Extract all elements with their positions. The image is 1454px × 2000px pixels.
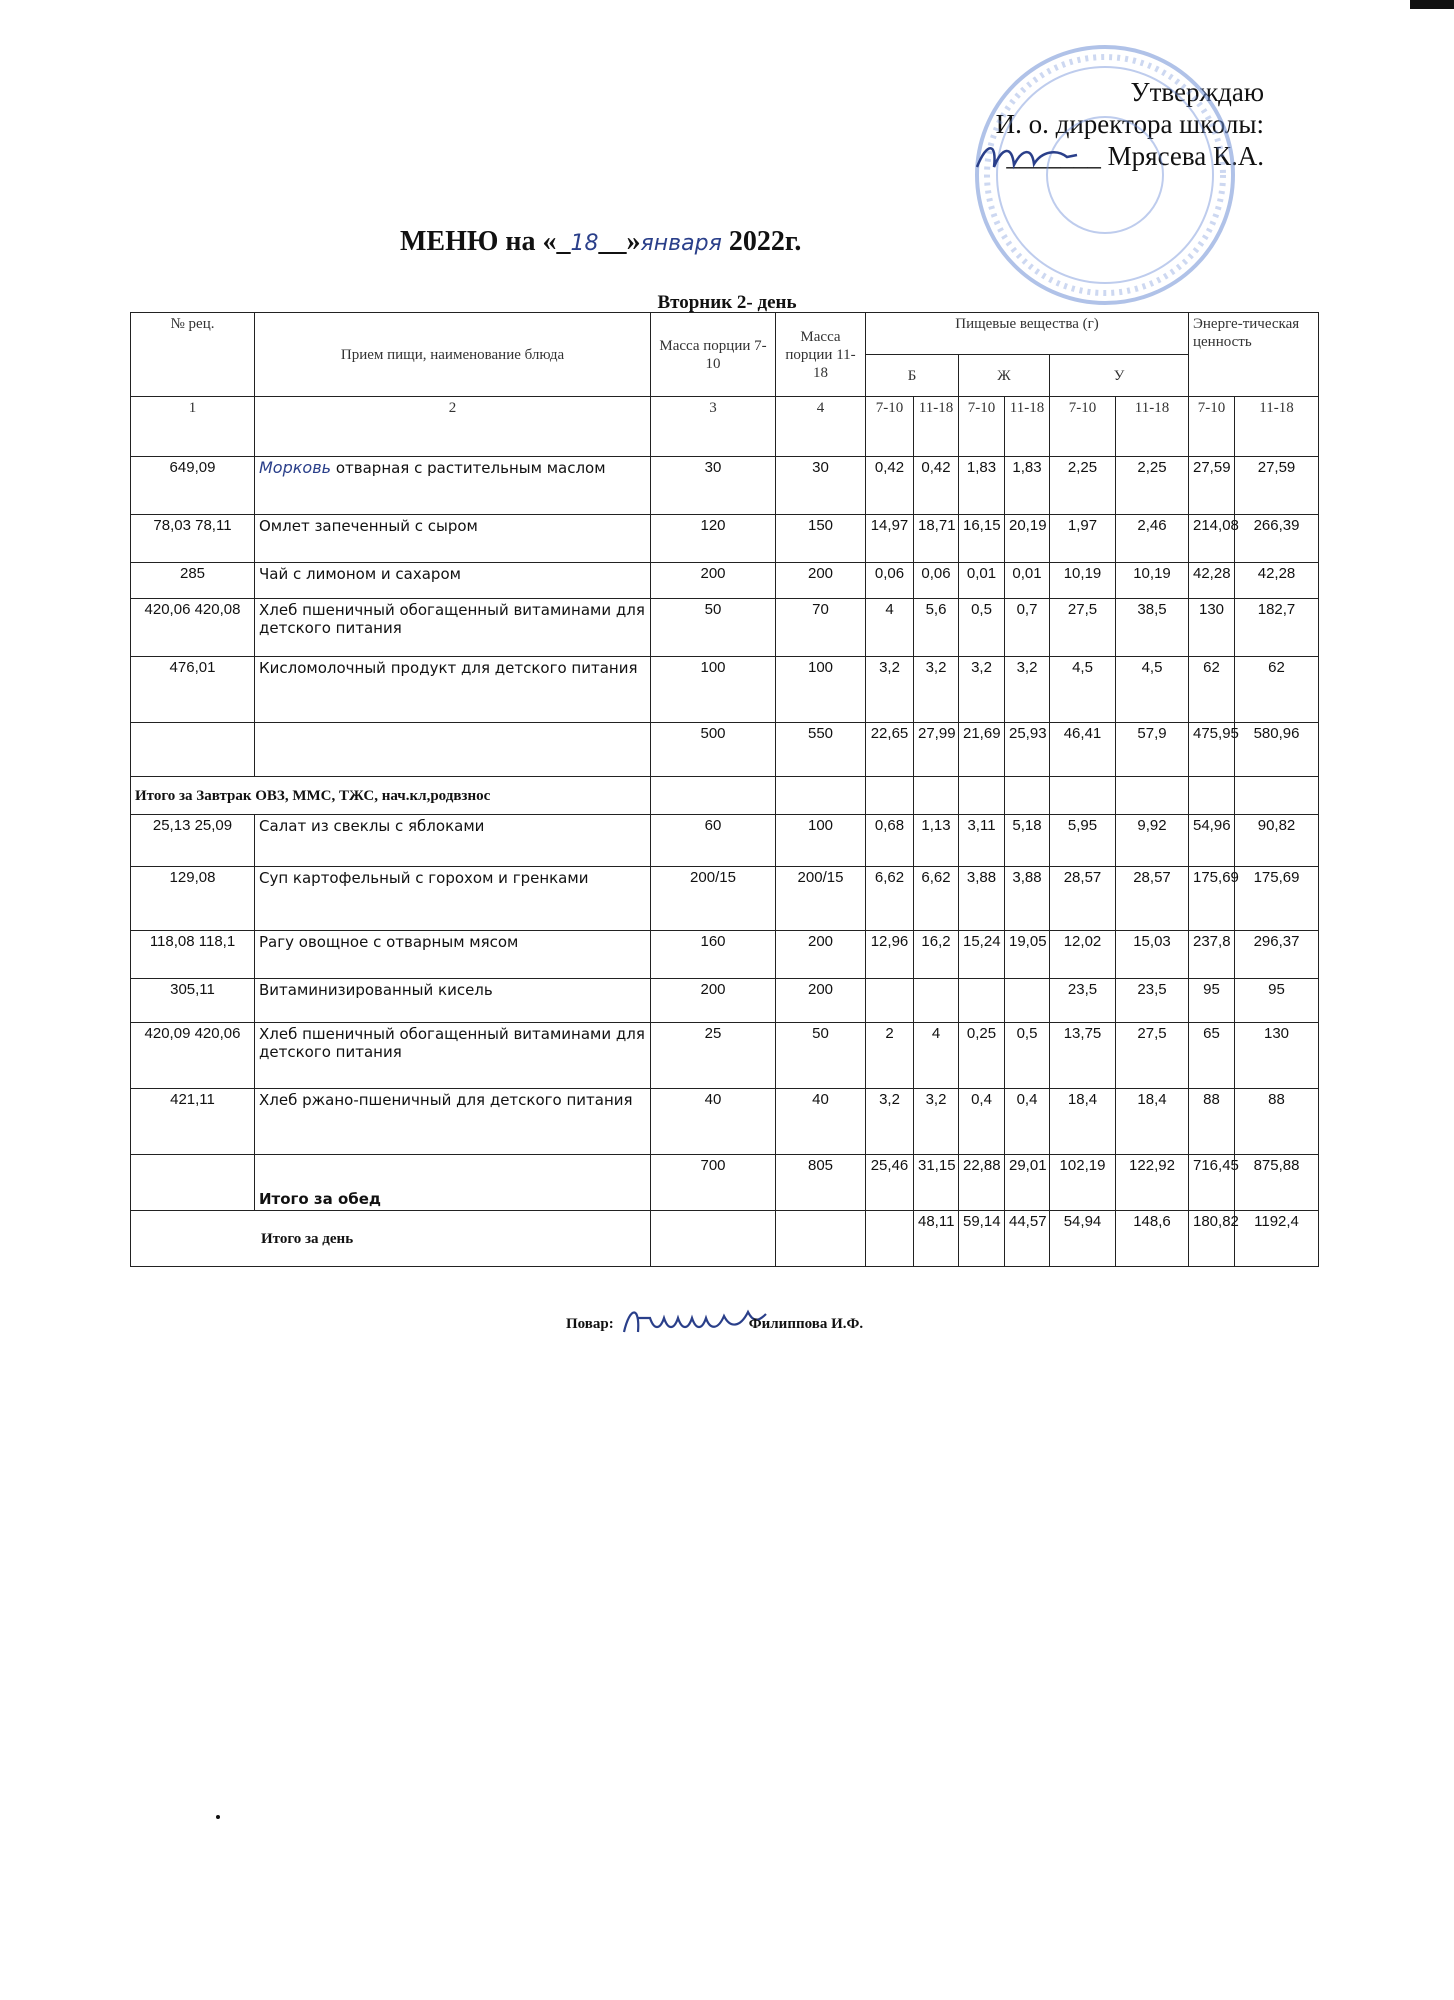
mass-7-10: 100 (651, 657, 776, 723)
u-7-10: 1,97 (1050, 515, 1116, 563)
b-11-18 (914, 979, 959, 1023)
cook-label: Повар: (566, 1316, 614, 1332)
b-7-10: 14,97 (866, 515, 914, 563)
u-7-10: 5,95 (1050, 815, 1116, 867)
mass-7-10: 40 (651, 1089, 776, 1155)
energy-7-10: 95 (1189, 979, 1235, 1023)
recipe-code: 305,11 (131, 979, 255, 1023)
total-u-7-10: 46,41 (1050, 723, 1116, 777)
energy-7-10: 130 (1189, 599, 1235, 657)
energy-11-18: 62 (1235, 657, 1319, 723)
recipe-code: 476,01 (131, 657, 255, 723)
lunch-mass-7-10: 700 (651, 1155, 776, 1211)
zh-11-18: 0,7 (1005, 599, 1050, 657)
empty-cell (959, 777, 1005, 815)
u-7-10: 12,02 (1050, 931, 1116, 979)
u-7-10: 18,4 (1050, 1089, 1116, 1155)
b-11-18: 0,42 (914, 457, 959, 515)
b-11-18: 0,06 (914, 563, 959, 599)
scan-edge-mark (1410, 0, 1454, 9)
energy-11-18: 27,59 (1235, 457, 1319, 515)
mass-11-18: 200 (776, 979, 866, 1023)
approval-line-1: Утверждаю (1130, 77, 1264, 107)
header-nutrients: Пищевые вещества (г) (866, 313, 1189, 355)
menu-subtitle: Вторник 2- день (657, 292, 797, 313)
b-7-10: 0,68 (866, 815, 914, 867)
menu-title (400, 226, 801, 258)
mass-11-18: 100 (776, 815, 866, 867)
title-prefix: МЕНЮ на «_ (400, 226, 571, 257)
zh-11-18: 1,83 (1005, 457, 1050, 515)
energy-7-10: 54,96 (1189, 815, 1235, 867)
cook-name: Филиппова И.Ф. (748, 1316, 864, 1332)
table-row (131, 931, 1319, 979)
header-row-1 (131, 313, 1319, 355)
title-suffix: 2022г. (721, 226, 802, 257)
col-number-3: 3 (651, 397, 776, 457)
energy-11-18: 175,69 (1235, 867, 1319, 931)
dish-name: Салат из свеклы с яблоками (255, 815, 651, 867)
mass-7-10: 200 (651, 563, 776, 599)
recipe-code: 129,08 (131, 867, 255, 931)
lunch-u-7-10: 102,19 (1050, 1155, 1116, 1211)
mass-7-10: 30 (651, 457, 776, 515)
mass-11-18: 200 (776, 563, 866, 599)
b-11-18: 16,2 (914, 931, 959, 979)
mass-11-18: 70 (776, 599, 866, 657)
total-mass-11-18: 550 (776, 723, 866, 777)
b-11-18: 18,71 (914, 515, 959, 563)
scan-dot (216, 1815, 220, 1819)
u-11-18: 18,4 (1116, 1089, 1189, 1155)
energy-7-10: 27,59 (1189, 457, 1235, 515)
recipe-code: 285 (131, 563, 255, 599)
table-row (131, 979, 1319, 1023)
u-11-18: 4,5 (1116, 657, 1189, 723)
recipe-code: 420,06 420,08 (131, 599, 255, 657)
col-number-1: 1 (131, 397, 255, 457)
u-11-18: 2,46 (1116, 515, 1189, 563)
energy-11-18: 296,37 (1235, 931, 1319, 979)
table-row (131, 657, 1319, 723)
mass-11-18: 200/15 (776, 867, 866, 931)
mass-7-10: 200 (651, 979, 776, 1023)
u-11-18: 23,5 (1116, 979, 1189, 1023)
header-energy: Энерге-тическая ценность (1189, 313, 1319, 397)
b-7-10 (866, 979, 914, 1023)
u-7-10: 10,19 (1050, 563, 1116, 599)
lunch-energy-11-18: 875,88 (1235, 1155, 1319, 1211)
table-row (131, 599, 1319, 657)
total-zh-7-10: 21,69 (959, 723, 1005, 777)
age-b-11-18: 11-18 (914, 397, 959, 457)
mass-7-10: 160 (651, 931, 776, 979)
table-row (131, 1089, 1319, 1155)
table-row (131, 815, 1319, 867)
dish-name: Чай с лимоном и сахаром (255, 563, 651, 599)
dish-text: отварная с растительным маслом (335, 459, 606, 477)
age-zh-7-10: 7-10 (959, 397, 1005, 457)
empty-cell (131, 1155, 255, 1211)
breakfast-total-row (131, 723, 1319, 777)
title-month-handwritten: января (640, 231, 722, 256)
lunch-mass-11-18: 805 (776, 1155, 866, 1211)
lunch-b-7-10: 25,46 (866, 1155, 914, 1211)
energy-11-18: 95 (1235, 979, 1319, 1023)
zh-7-10: 0,5 (959, 599, 1005, 657)
u-7-10: 23,5 (1050, 979, 1116, 1023)
energy-7-10: 42,28 (1189, 563, 1235, 599)
header-recipe-no: № рец. (131, 313, 255, 397)
day-u-11-18: 148,6 (1116, 1211, 1189, 1267)
zh-11-18: 5,18 (1005, 815, 1050, 867)
empty-cell (131, 723, 255, 777)
total-u-11-18: 57,9 (1116, 723, 1189, 777)
dish-name: Витаминизированный кисель (255, 979, 651, 1023)
dish-name (255, 457, 651, 515)
mass-11-18: 30 (776, 457, 866, 515)
table-row (131, 457, 1319, 515)
dish-name: Рагу овощное с отварным мясом (255, 931, 651, 979)
day-zh-11-18: 44,57 (1005, 1211, 1050, 1267)
recipe-code: 421,11 (131, 1089, 255, 1155)
section-label: Итого за Завтрак ОВЗ, ММС, ТЖС, нач.кл,родвзнос (131, 777, 651, 815)
dish-name: Омлет запеченный с сыром (255, 515, 651, 563)
header-zh: Ж (959, 355, 1050, 397)
u-11-18: 28,57 (1116, 867, 1189, 931)
zh-11-18: 19,05 (1005, 931, 1050, 979)
u-11-18: 10,19 (1116, 563, 1189, 599)
u-7-10: 13,75 (1050, 1023, 1116, 1089)
mass-7-10: 120 (651, 515, 776, 563)
zh-7-10: 0,4 (959, 1089, 1005, 1155)
lunch-b-11-18: 31,15 (914, 1155, 959, 1211)
zh-7-10: 1,83 (959, 457, 1005, 515)
day-b-11-18: 48,11 (914, 1211, 959, 1267)
b-11-18: 6,62 (914, 867, 959, 931)
mass-11-18: 200 (776, 931, 866, 979)
b-7-10: 0,06 (866, 563, 914, 599)
zh-11-18: 3,2 (1005, 657, 1050, 723)
b-11-18: 4 (914, 1023, 959, 1089)
table-row (131, 515, 1319, 563)
total-b-7-10: 22,65 (866, 723, 914, 777)
zh-7-10: 16,15 (959, 515, 1005, 563)
day-u-7-10: 54,94 (1050, 1211, 1116, 1267)
empty-cell (1116, 777, 1189, 815)
b-11-18: 3,2 (914, 657, 959, 723)
zh-11-18: 0,4 (1005, 1089, 1050, 1155)
mass-11-18: 150 (776, 515, 866, 563)
energy-11-18: 90,82 (1235, 815, 1319, 867)
empty-cell (651, 1211, 776, 1267)
total-energy-11-18: 580,96 (1235, 723, 1319, 777)
age-u-7-10: 7-10 (1050, 397, 1116, 457)
energy-7-10: 62 (1189, 657, 1235, 723)
mass-7-10: 60 (651, 815, 776, 867)
energy-7-10: 237,8 (1189, 931, 1235, 979)
b-7-10: 4 (866, 599, 914, 657)
col-number-4: 4 (776, 397, 866, 457)
mass-11-18: 40 (776, 1089, 866, 1155)
b-7-10: 6,62 (866, 867, 914, 931)
dish-handwritten: Морковь (259, 458, 332, 477)
u-11-18: 9,92 (1116, 815, 1189, 867)
title-mid: __» (598, 226, 641, 257)
energy-11-18: 182,7 (1235, 599, 1319, 657)
header-mass-11-18: Масса порции 11-18 (776, 313, 866, 397)
empty-cell (866, 777, 914, 815)
header-row-3 (131, 397, 1319, 457)
approval-line-2: И. о. директора школы: (995, 109, 1264, 139)
b-7-10: 12,96 (866, 931, 914, 979)
lunch-zh-11-18: 29,01 (1005, 1155, 1050, 1211)
u-7-10: 27,5 (1050, 599, 1116, 657)
empty-cell (1189, 777, 1235, 815)
empty-cell (776, 1211, 866, 1267)
b-11-18: 1,13 (914, 815, 959, 867)
day-b-7-10 (866, 1211, 914, 1267)
u-7-10: 2,25 (1050, 457, 1116, 515)
recipe-code: 78,03 78,11 (131, 515, 255, 563)
zh-7-10: 15,24 (959, 931, 1005, 979)
zh-7-10: 3,11 (959, 815, 1005, 867)
lunch-total-label: Итого за обед (255, 1155, 651, 1211)
recipe-code: 25,13 25,09 (131, 815, 255, 867)
recipe-code: 649,09 (131, 457, 255, 515)
age-u-11-18: 11-18 (1116, 397, 1189, 457)
zh-7-10 (959, 979, 1005, 1023)
approval-line-3: _______ Мрясева К.А. (1006, 141, 1264, 171)
title-day-handwritten: 18 (570, 231, 599, 256)
zh-7-10: 0,25 (959, 1023, 1005, 1089)
header-u: У (1050, 355, 1189, 397)
empty-cell (1235, 777, 1319, 815)
energy-7-10: 88 (1189, 1089, 1235, 1155)
empty-cell (651, 777, 776, 815)
total-b-11-18: 27,99 (914, 723, 959, 777)
zh-11-18: 20,19 (1005, 515, 1050, 563)
dish-name: Хлеб ржано-пшеничный для детского питания (255, 1089, 651, 1155)
day-energy-7-10: 180,82 (1189, 1211, 1235, 1267)
dish-name: Хлеб пшеничный обогащенный витаминами для детского питания (255, 599, 651, 657)
table-row (131, 563, 1319, 599)
recipe-code: 420,09 420,06 (131, 1023, 255, 1089)
mass-7-10: 50 (651, 599, 776, 657)
total-zh-11-18: 25,93 (1005, 723, 1050, 777)
section-label-row (131, 777, 1319, 815)
u-11-18: 15,03 (1116, 931, 1189, 979)
u-7-10: 28,57 (1050, 867, 1116, 931)
total-mass-7-10: 500 (651, 723, 776, 777)
empty-cell (914, 777, 959, 815)
energy-7-10: 65 (1189, 1023, 1235, 1089)
cook-line (566, 1316, 863, 1333)
u-11-18: 2,25 (1116, 457, 1189, 515)
b-7-10: 3,2 (866, 657, 914, 723)
mass-7-10: 25 (651, 1023, 776, 1089)
day-total-label: Итого за день (131, 1211, 651, 1267)
empty-cell (776, 777, 866, 815)
energy-11-18: 266,39 (1235, 515, 1319, 563)
header-meal-dish: Прием пищи, наименование блюда (255, 313, 651, 397)
mass-11-18: 100 (776, 657, 866, 723)
energy-11-18: 42,28 (1235, 563, 1319, 599)
zh-7-10: 0,01 (959, 563, 1005, 599)
u-7-10: 4,5 (1050, 657, 1116, 723)
zh-11-18: 3,88 (1005, 867, 1050, 931)
total-energy-7-10: 475,95 (1189, 723, 1235, 777)
zh-11-18: 0,5 (1005, 1023, 1050, 1089)
zh-7-10: 3,88 (959, 867, 1005, 931)
zh-11-18 (1005, 979, 1050, 1023)
day-zh-7-10: 59,14 (959, 1211, 1005, 1267)
energy-11-18: 88 (1235, 1089, 1319, 1155)
col-number-2: 2 (255, 397, 651, 457)
b-7-10: 0,42 (866, 457, 914, 515)
u-11-18: 27,5 (1116, 1023, 1189, 1089)
energy-11-18: 130 (1235, 1023, 1319, 1089)
lunch-energy-7-10: 716,45 (1189, 1155, 1235, 1211)
mass-11-18: 50 (776, 1023, 866, 1089)
menu-table (130, 312, 1319, 1267)
empty-cell (1050, 777, 1116, 815)
b-11-18: 5,6 (914, 599, 959, 657)
lunch-zh-7-10: 22,88 (959, 1155, 1005, 1211)
dish-name: Хлеб пшеничный обогащенный витаминами для детского питания (255, 1023, 651, 1089)
empty-cell (255, 723, 651, 777)
day-total-row (131, 1211, 1319, 1267)
recipe-code: 118,08 118,1 (131, 931, 255, 979)
table-row (131, 1023, 1319, 1089)
header-mass-7-10: Масса порции 7-10 (651, 313, 776, 397)
age-b-7-10: 7-10 (866, 397, 914, 457)
header-b: Б (866, 355, 959, 397)
lunch-u-11-18: 122,92 (1116, 1155, 1189, 1211)
day-energy-11-18: 1192,4 (1235, 1211, 1319, 1267)
empty-cell (1005, 777, 1050, 815)
zh-7-10: 3,2 (959, 657, 1005, 723)
age-e-7-10: 7-10 (1189, 397, 1235, 457)
u-11-18: 38,5 (1116, 599, 1189, 657)
zh-11-18: 0,01 (1005, 563, 1050, 599)
energy-7-10: 175,69 (1189, 867, 1235, 931)
b-7-10: 2 (866, 1023, 914, 1089)
energy-7-10: 214,08 (1189, 515, 1235, 563)
b-11-18: 3,2 (914, 1089, 959, 1155)
age-zh-11-18: 11-18 (1005, 397, 1050, 457)
table-row (131, 867, 1319, 931)
age-e-11-18: 11-18 (1235, 397, 1319, 457)
b-7-10: 3,2 (866, 1089, 914, 1155)
dish-name: Суп картофельный с горохом и гренками (255, 867, 651, 931)
dish-name: Кисломолочный продукт для детского питания (255, 657, 651, 723)
director-signature-icon (972, 137, 1082, 177)
lunch-total-row (131, 1155, 1319, 1211)
mass-7-10: 200/15 (651, 867, 776, 931)
